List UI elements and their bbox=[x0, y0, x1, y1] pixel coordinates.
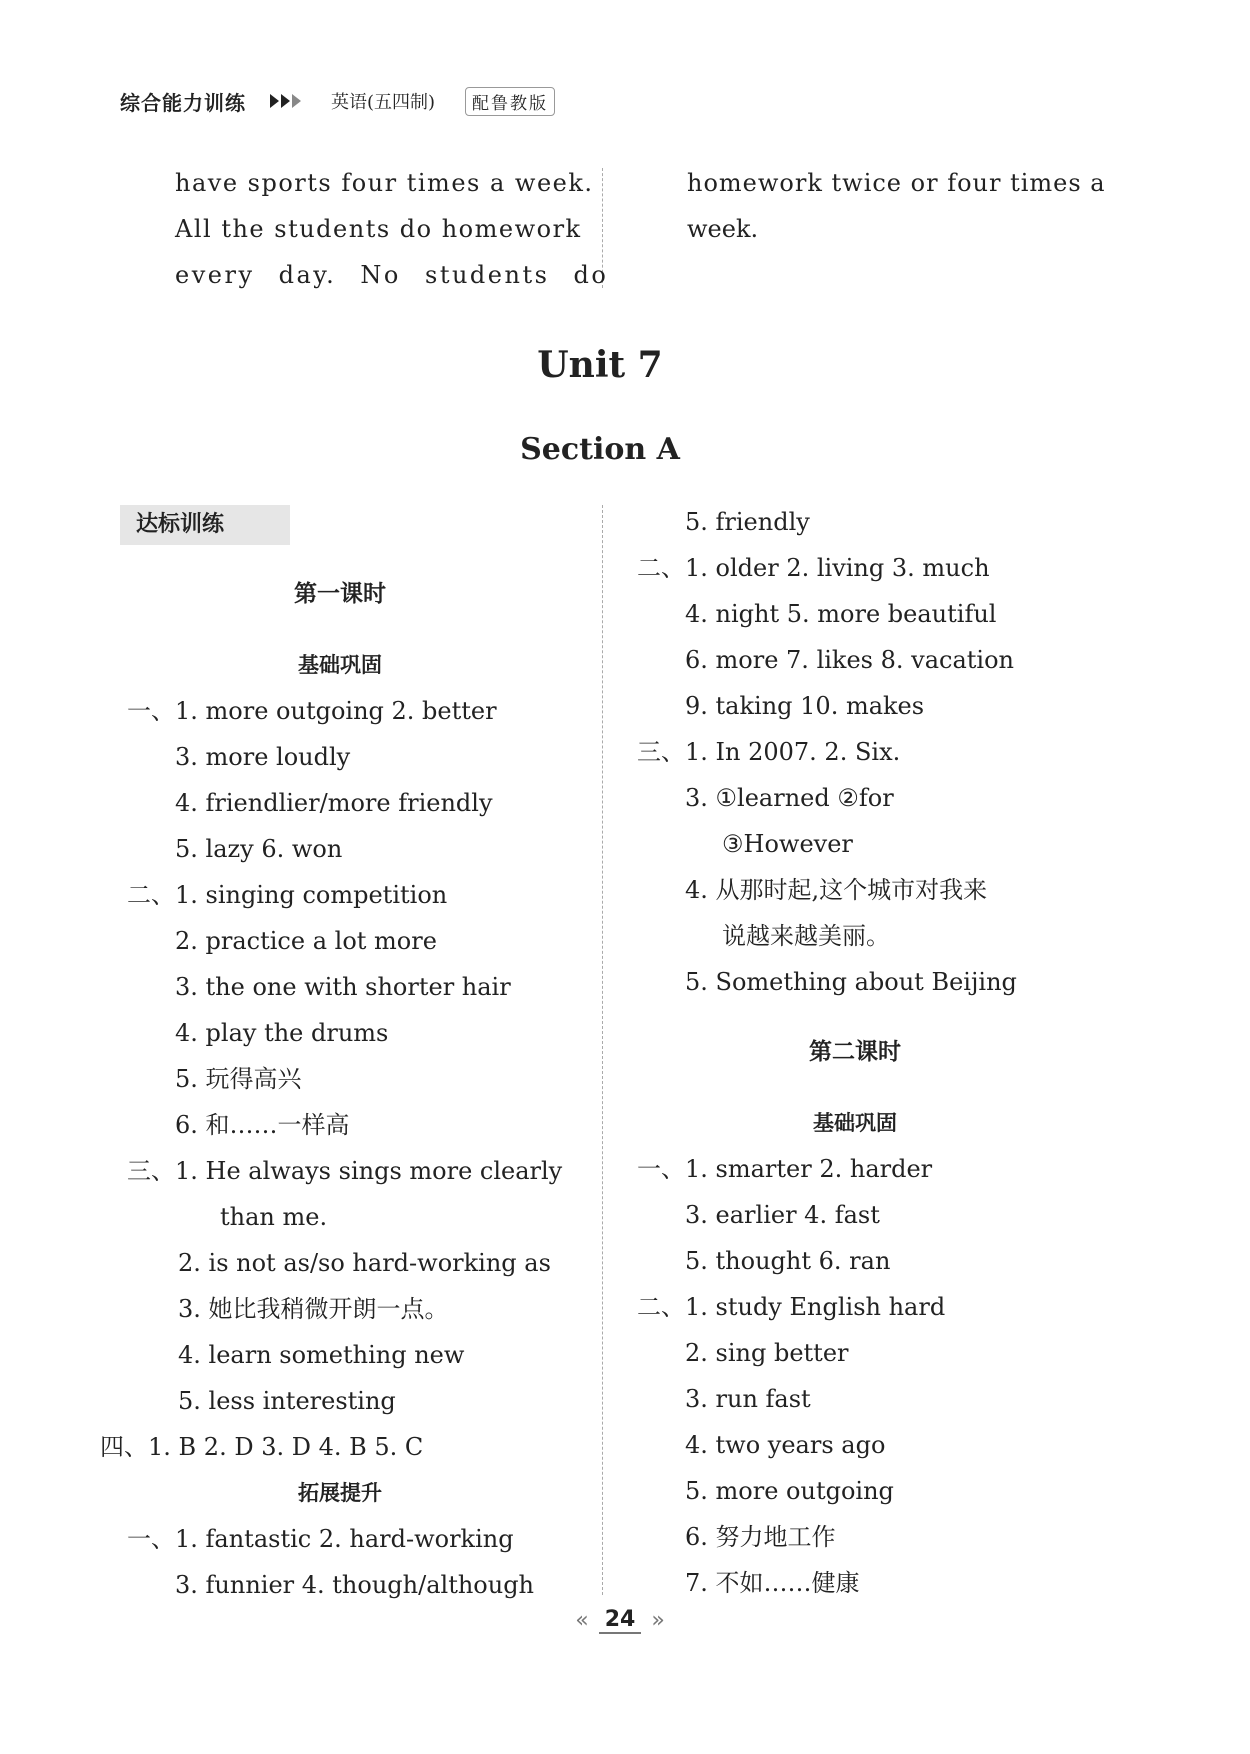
answer-line: 二、 1. singing competition bbox=[175, 878, 447, 912]
subsection-heading: 拓展提升 bbox=[298, 1481, 382, 1505]
page-footer bbox=[540, 1600, 700, 1640]
answer-line: 3. ①learned ②for bbox=[685, 784, 894, 812]
text-line: have sports four times a week. bbox=[175, 169, 594, 197]
arrow-icon bbox=[270, 94, 301, 108]
answer-line: 5. friendly bbox=[685, 508, 810, 536]
section-title: Section A bbox=[520, 432, 680, 467]
answer-line: 四、 1. B 2. D 3. D 4. B 5. C bbox=[148, 1430, 423, 1464]
text-line: week. bbox=[687, 215, 759, 243]
subsection-heading: 基础巩固 bbox=[298, 653, 382, 677]
answer-line: 5. lazy 6. won bbox=[175, 835, 343, 863]
answer-line: 4. 从那时起,这个城市对我来 bbox=[685, 876, 988, 904]
answer-line: ③However bbox=[722, 830, 853, 858]
answer-line: 2. sing better bbox=[685, 1339, 849, 1367]
edition-label: 配鲁教版 bbox=[465, 87, 555, 116]
answer-line: 6. 和……一样高 bbox=[175, 1111, 350, 1139]
answer-line: 3. run fast bbox=[685, 1385, 811, 1413]
answer-line: 6. 努力地工作 bbox=[685, 1523, 836, 1551]
answer-line: 2. is not as/so hard-working as bbox=[178, 1249, 551, 1277]
answer-line: 4. play the drums bbox=[175, 1019, 389, 1047]
column-divider bbox=[602, 505, 603, 1595]
answer-line: 5. Something about Beijing bbox=[685, 968, 1017, 996]
part-number: 一、 bbox=[127, 1525, 175, 1553]
answer-line: 一、 1. smarter 2. harder bbox=[685, 1152, 932, 1186]
answer-line: 三、 1. He always sings more clearly bbox=[175, 1154, 562, 1188]
answer-line: 5. less interesting bbox=[178, 1387, 396, 1415]
answer-line: 一、 1. fantastic 2. hard-working bbox=[175, 1522, 514, 1556]
part-number: 二、 bbox=[637, 1293, 685, 1321]
answer-line: 5. 玩得高兴 bbox=[175, 1065, 302, 1093]
answer-line: 2. practice a lot more bbox=[175, 927, 437, 955]
answer-line: 5. thought 6. ran bbox=[685, 1247, 891, 1275]
answer-line: 三、 1. In 2007. 2. Six. bbox=[685, 735, 900, 769]
text-line: All the students do homework bbox=[175, 215, 582, 243]
answer-line: 4. learn something new bbox=[178, 1341, 465, 1369]
page-number: 24 bbox=[599, 1607, 642, 1634]
lesson-heading: 第一课时 bbox=[294, 581, 386, 607]
answer-line: 二、 1. study English hard bbox=[685, 1290, 945, 1324]
chevron-left-icon: « bbox=[575, 1607, 589, 1633]
answer-line: 5. more outgoing bbox=[685, 1477, 894, 1505]
lesson-heading: 第二课时 bbox=[809, 1039, 901, 1065]
part-number: 二、 bbox=[127, 881, 175, 909]
unit-title: Unit 7 bbox=[537, 344, 663, 386]
answer-line: 9. taking 10. makes bbox=[685, 692, 925, 720]
page-header bbox=[120, 84, 555, 118]
subsection-heading: 基础巩固 bbox=[813, 1111, 897, 1135]
answer-line: 二、 1. older 2. living 3. much bbox=[685, 551, 990, 585]
part-number: 三、 bbox=[127, 1157, 175, 1185]
part-number: 一、 bbox=[637, 1155, 685, 1183]
section-badge: 达标训练 bbox=[120, 505, 290, 545]
answer-line: 4. friendlier/more friendly bbox=[175, 789, 493, 817]
text-line: homework twice or four times a bbox=[687, 169, 1106, 197]
answer-line: 说越来越美丽。 bbox=[722, 922, 890, 950]
answer-line: 3. the one with shorter hair bbox=[175, 973, 511, 1001]
book-title: 综合能力训练 bbox=[120, 90, 246, 115]
answer-line: 4. two years ago bbox=[685, 1431, 886, 1459]
part-number: 四、 bbox=[100, 1433, 148, 1461]
answer-line: 4. night 5. more beautiful bbox=[685, 600, 997, 628]
part-number: 三、 bbox=[637, 738, 685, 766]
answer-line: 3. more loudly bbox=[175, 743, 351, 771]
part-number: 二、 bbox=[637, 554, 685, 582]
answer-line: 一、 1. more outgoing 2. better bbox=[175, 694, 497, 728]
answer-line: 3. funnier 4. though/although bbox=[175, 1571, 535, 1599]
answer-line: than me. bbox=[220, 1203, 328, 1231]
text-line: every day. No students do bbox=[175, 261, 609, 289]
answer-line: 6. more 7. likes 8. vacation bbox=[685, 646, 1014, 674]
answer-line: 3. earlier 4. fast bbox=[685, 1201, 880, 1229]
subject-label: 英语(五四制) bbox=[331, 92, 436, 113]
chevron-right-icon: » bbox=[651, 1607, 665, 1633]
answer-line: 7. 不如……健康 bbox=[685, 1569, 860, 1597]
answer-line: 3. 她比我稍微开朗一点。 bbox=[178, 1295, 449, 1323]
part-number: 一、 bbox=[127, 697, 175, 725]
